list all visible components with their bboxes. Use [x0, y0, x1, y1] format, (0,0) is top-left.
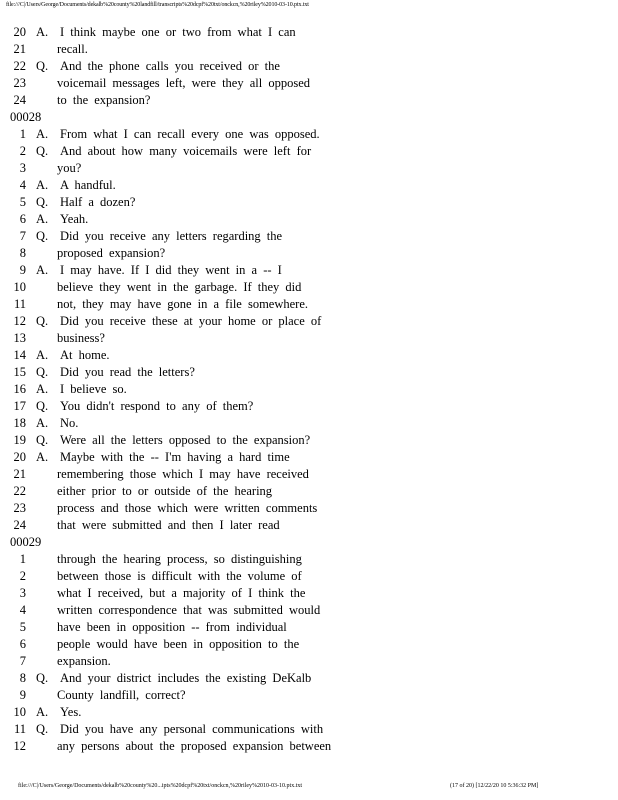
transcript-line: [10, 636, 350, 653]
transcript-line: [10, 347, 350, 364]
line-text: that were submitted and then I later read: [57, 518, 280, 532]
speaker-marker: Q.: [36, 399, 49, 413]
line-number: 6: [19, 212, 26, 226]
transcript-line: [10, 194, 350, 211]
file-path-header: file:///C|/Users/George/Documents/dekalb%20county%20landfill/transcripts%20dcpf%20txt/onckcn,%20riley%2010-03-10.ptx.txt: [6, 2, 309, 8]
page-number: 00028: [10, 110, 42, 124]
line-number: 5: [19, 620, 26, 634]
transcript-line: [10, 24, 350, 41]
line-number: 12: [13, 739, 26, 753]
transcript-line: [10, 160, 350, 177]
line-text: what I received, but a majority of I think the: [57, 586, 306, 600]
footer-page-info: (17 of 20) [12/22/20 10 5:36:32 PM]: [450, 783, 539, 789]
line-text: process and those which were written comments: [57, 501, 318, 515]
line-number: 20: [13, 25, 26, 39]
line-text: Did you receive these at your home or place of: [60, 314, 322, 328]
line-number: 14: [13, 348, 26, 362]
line-text: County landfill, correct?: [57, 688, 186, 702]
line-number: 22: [13, 59, 26, 73]
line-text: You didn't respond to any of them?: [60, 399, 254, 413]
footer-file-path: file:///C|/Users/George/Documents/dekalb%20county%20...ipts%20dcpf%20txt/onckcn,%20riley%2010-03-10.ptx.txt: [18, 783, 303, 789]
speaker-marker: A.: [36, 348, 49, 362]
speaker-marker: Q.: [36, 722, 49, 736]
line-number: 2: [19, 144, 26, 158]
line-text: to the expansion?: [57, 93, 151, 107]
line-text: Did you receive any letters regarding the: [60, 229, 283, 243]
transcript-line: [10, 738, 350, 755]
transcript-line: [10, 483, 350, 500]
line-text: have been in opposition -- from individual: [57, 620, 287, 634]
line-text: Half a dozen?: [60, 195, 136, 209]
line-number: 3: [19, 586, 26, 600]
line-number: 2: [19, 569, 26, 583]
line-text: And the phone calls you received or the: [60, 59, 280, 73]
line-number: 10: [13, 705, 26, 719]
transcript-line: [10, 92, 350, 109]
line-text: Yes.: [60, 705, 82, 719]
line-text: expansion.: [57, 654, 111, 668]
line-text: either prior to or outside of the hearing: [57, 484, 273, 498]
line-number: 21: [13, 467, 26, 481]
speaker-marker: A.: [36, 416, 49, 430]
line-text: between those is difficult with the volume of: [57, 569, 302, 583]
transcript-line: [10, 466, 350, 483]
line-number: 17: [13, 399, 26, 413]
line-number: 6: [19, 637, 26, 651]
line-text: I believe so.: [60, 382, 127, 396]
transcript-line: [10, 517, 350, 534]
line-number: 22: [13, 484, 26, 498]
line-text: From what I can recall every one was opposed.: [60, 127, 320, 141]
speaker-marker: A.: [36, 212, 49, 226]
transcript-line: [10, 687, 350, 704]
line-text: Did you have any personal communications with: [60, 722, 324, 736]
speaker-marker: A.: [36, 25, 49, 39]
line-number: 11: [13, 297, 26, 311]
transcript-line: [10, 704, 350, 721]
speaker-marker: A.: [36, 382, 49, 396]
line-number: 10: [13, 280, 26, 294]
line-text: proposed expansion?: [57, 246, 166, 260]
transcript-line: [10, 653, 350, 670]
transcript-line: [10, 585, 350, 602]
transcript-line: [10, 313, 350, 330]
transcript-line: [10, 449, 350, 466]
speaker-marker: A.: [36, 127, 49, 141]
line-text: Did you read the letters?: [60, 365, 195, 379]
transcript-line: [10, 296, 350, 313]
line-text: And your district includes the existing DeKalb: [60, 671, 312, 685]
line-number: 23: [13, 501, 26, 515]
transcript-line: [10, 245, 350, 262]
transcript-line: [10, 58, 350, 75]
transcript-line: [10, 415, 350, 432]
line-number: 21: [13, 42, 26, 56]
speaker-marker: A.: [36, 178, 49, 192]
line-text: I think maybe one or two from what I can: [60, 25, 296, 39]
transcript-line: [10, 364, 350, 381]
line-number: 24: [13, 518, 26, 532]
page-marker: [10, 109, 350, 126]
speaker-marker: A.: [36, 705, 49, 719]
line-number: 20: [13, 450, 26, 464]
transcript-line: [10, 602, 350, 619]
transcript-line: [10, 126, 350, 143]
line-number: 7: [19, 229, 26, 243]
line-number: 8: [19, 246, 26, 260]
line-text: not, they may have gone in a file somewhere.: [57, 297, 309, 311]
transcript-line: [10, 75, 350, 92]
line-number: 1: [19, 127, 26, 141]
line-number: 18: [13, 416, 26, 430]
transcript-line: [10, 228, 350, 245]
speaker-marker: A.: [36, 263, 49, 277]
line-text: written correspondence that was submitted would: [57, 603, 321, 617]
speaker-marker: Q.: [36, 671, 49, 685]
transcript-line: [10, 568, 350, 585]
line-text: recall.: [57, 42, 88, 56]
line-text: remembering those which I may have received: [57, 467, 309, 481]
transcript-line: [10, 41, 350, 58]
line-text: believe they went in the garbage. If they did: [57, 280, 302, 294]
line-text: I may have. If I did they went in a -- I: [60, 263, 282, 277]
line-number: 9: [19, 688, 26, 702]
line-number: 24: [13, 93, 26, 107]
line-text: through the hearing process, so distinguishing: [57, 552, 302, 566]
speaker-marker: Q.: [36, 195, 49, 209]
line-text: A handful.: [60, 178, 116, 192]
line-number: 16: [13, 382, 26, 396]
line-text: business?: [57, 331, 105, 345]
transcript-line: [10, 381, 350, 398]
transcript-line: [10, 330, 350, 347]
line-text: And about how many voicemails were left for: [60, 144, 312, 158]
line-number: 23: [13, 76, 26, 90]
speaker-marker: Q.: [36, 229, 49, 243]
line-text: No.: [60, 416, 79, 430]
line-number: 3: [19, 161, 26, 175]
transcript-line: [10, 211, 350, 228]
line-number: 4: [19, 603, 26, 617]
speaker-marker: A.: [36, 450, 49, 464]
line-text: any persons about the proposed expansion between: [57, 739, 332, 753]
transcript-line: [10, 398, 350, 415]
transcript-line: [10, 721, 350, 738]
speaker-marker: Q.: [36, 365, 49, 379]
transcript-line: [10, 432, 350, 449]
line-number: 15: [13, 365, 26, 379]
line-text: Maybe with the -- I'm having a hard time: [60, 450, 290, 464]
transcript-line: [10, 551, 350, 568]
transcript-line: [10, 500, 350, 517]
line-text: voicemail messages left, were they all opposed: [57, 76, 310, 90]
page-number: 00029: [10, 535, 42, 549]
line-text: Yeah.: [60, 212, 89, 226]
line-number: 1: [19, 552, 26, 566]
speaker-marker: Q.: [36, 144, 49, 158]
line-number: 9: [19, 263, 26, 277]
transcript-line: [10, 670, 350, 687]
line-number: 11: [13, 722, 26, 736]
transcript-line: [10, 143, 350, 160]
line-text: people would have been in opposition to the: [57, 637, 300, 651]
transcript-line: [10, 279, 350, 296]
line-number: 4: [19, 178, 26, 192]
line-number: 19: [13, 433, 26, 447]
page-marker: [10, 534, 350, 551]
line-number: 12: [13, 314, 26, 328]
speaker-marker: Q.: [36, 314, 49, 328]
line-text: At home.: [60, 348, 110, 362]
transcript-line: [10, 619, 350, 636]
transcript-line: [10, 262, 350, 279]
line-number: 7: [19, 654, 26, 668]
speaker-marker: Q.: [36, 59, 49, 73]
line-text: you?: [57, 161, 82, 175]
line-number: 5: [19, 195, 26, 209]
speaker-marker: Q.: [36, 433, 49, 447]
line-number: 8: [19, 671, 26, 685]
transcript-line: [10, 177, 350, 194]
line-number: 13: [13, 331, 26, 345]
line-text: Were all the letters opposed to the expansion?: [60, 433, 311, 447]
transcript-body: [10, 24, 350, 755]
